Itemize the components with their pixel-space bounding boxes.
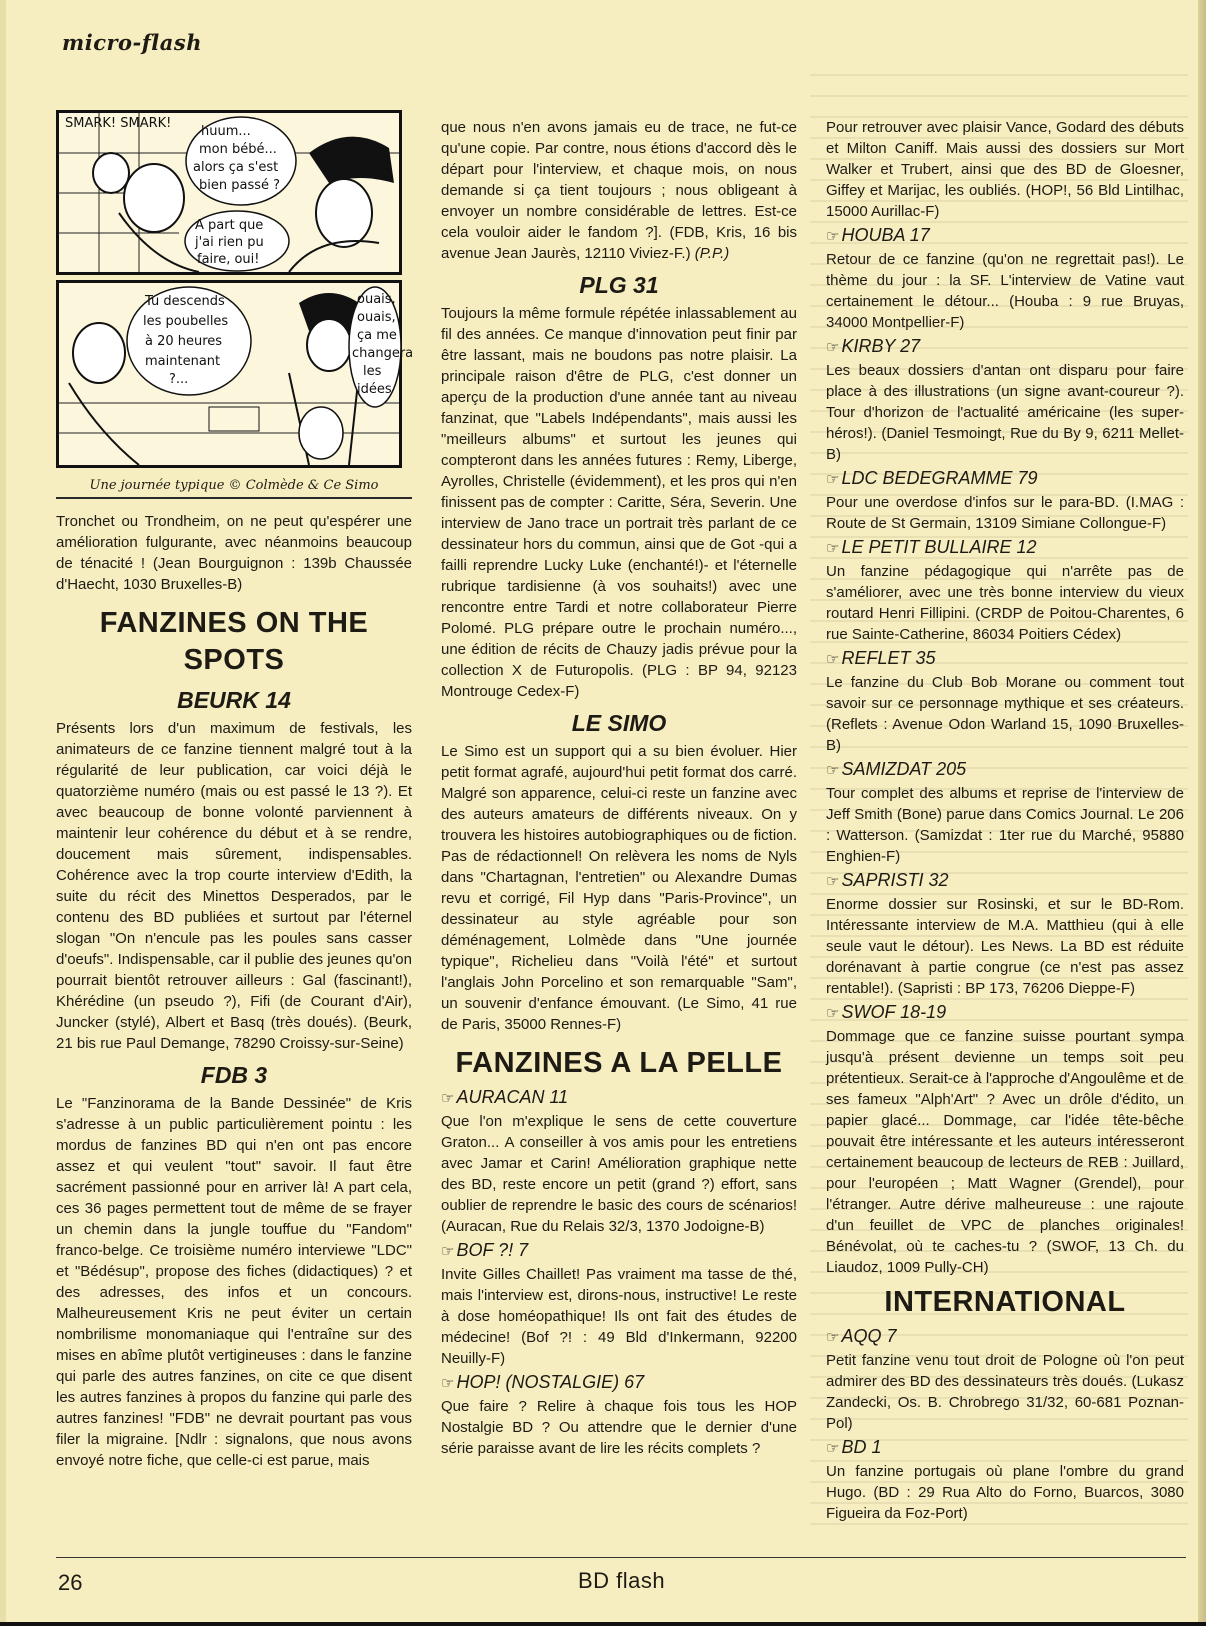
bubble-4-line-5: les xyxy=(363,364,382,379)
pointing-hand-icon: ☞ xyxy=(826,339,840,356)
caption-rule xyxy=(56,497,412,499)
bubble-3-line-2: les poubelles xyxy=(143,314,229,329)
pointing-hand-icon: ☞ xyxy=(826,540,840,557)
page-edge-bottom xyxy=(0,1622,1206,1626)
item-text: Un fanzine pédagogique qui n'arrête pas de s'améliorer, avec une très bonne interview du vieux routard Henri Fillipini. (CRDP de Poitou-Charentes, 6 rue Sainte-Catherine, 86034 Poitiers Cédex) xyxy=(826,563,1184,643)
item-title-text: LE PETIT BULLAIRE 12 xyxy=(841,537,1037,557)
sfx-text: SMARK! SMARK! xyxy=(65,116,172,131)
pointing-hand-icon: ☞ xyxy=(826,1440,840,1457)
comic-drawing-2 xyxy=(59,283,414,465)
item-title-text: LDC BEDEGRAMME 79 xyxy=(841,468,1038,488)
pointing-hand-icon: ☞ xyxy=(826,762,840,779)
section-title-international: INTERNATIONAL xyxy=(884,1286,1126,1318)
item-title xyxy=(826,647,1184,671)
comic-caption: Une journée typique © Colmède & Ce Simo xyxy=(89,478,379,493)
item-title-text: REFLET 35 xyxy=(841,648,936,668)
review-title-fdb: FDB 3 xyxy=(200,1062,268,1088)
bubble-4-line-2: ouais, xyxy=(357,310,396,325)
item-title-text: BOF ?! 7 xyxy=(456,1240,529,1260)
bubble-3-line-4: maintenant xyxy=(145,354,221,369)
item-text: Petit fanzine venu tout droit de Pologne où l'on peut admirer des BD des dessinateurs très doués. (Lukasz Zandecki, Os. B. Chrobrego 31/32, 60-681 Poznan-Pol) xyxy=(826,1352,1184,1432)
intro-paragraph: Tronchet ou Trondheim, on ne peut qu'espérer une amélioration fulgurante, avec néanmoins beaucoup de ténacité ! (Jean Bourguignon : 139b Chaussée d'Haecht, 1030 Bruxelles-B) xyxy=(56,513,412,593)
bubble-4-line-4: changera xyxy=(352,346,414,361)
item-title-text: HOUBA 17 xyxy=(841,225,930,245)
item-title xyxy=(441,1239,797,1263)
bubble-1-line-1: huum... xyxy=(201,124,251,139)
bubble-2-line-1: A part que xyxy=(195,218,264,233)
page-edge-left xyxy=(0,0,6,1626)
pointing-hand-icon: ☞ xyxy=(826,471,840,488)
item-text: Pour une overdose d'infos sur le para-BD. (I.MAG : Route de St Germain, 13109 Simiane Collongue-F) xyxy=(826,494,1184,532)
pointing-hand-icon: ☞ xyxy=(441,1090,455,1107)
item-title xyxy=(826,1325,1184,1349)
item-title xyxy=(441,1086,797,1110)
pointing-hand-icon: ☞ xyxy=(441,1243,455,1260)
item-title xyxy=(826,224,1184,248)
bubble-4-line-1: ouais, xyxy=(357,292,396,307)
pointing-hand-icon: ☞ xyxy=(441,1375,455,1392)
bubble-3-line-5: ?... xyxy=(169,372,189,387)
bubble-1-line-3: alors ça s'est xyxy=(193,160,279,175)
review-title-simo: LE SIMO xyxy=(571,710,667,736)
item-title-text: SWOF 18-19 xyxy=(841,1002,947,1022)
item-title xyxy=(826,1001,1184,1025)
item-text: Invite Gilles Chaillet! Pas vraiment ma tasse de thé, mais l'interview est, dirons-nous, instructive! Le reste à dose homéopathique! Ils ont fait des études de médecine! (Bof ?! : 49 Bld d'Inkermann, 92200 Neuilly-F) xyxy=(441,1266,797,1367)
pointing-hand-icon: ☞ xyxy=(826,228,840,245)
item-text: Que l'on m'explique le sens de cette couverture Graton... A conseiller à vos amis pour les entretiens avec Jamar et Carin! Amélioration graphique nette des BD, reste encore un petit (grand ?) effort, sans oublier de reprendre le basic des cours de scénarios! (Auracan, Rue du Relais 32/3, 1370 Jodoigne-B) xyxy=(441,1113,797,1235)
item-text: Enorme dossier sur Rosinski, et sur le BD-Rom. Intéressante interview de M.A. Matthieu (qui à elle seule vaut le détour). Les News. La BD est réduite dorénavant à partie congrue (ce n'est pas assez rentable!). (Sapristi : BP 173, 76206 Dieppe-F) xyxy=(826,896,1184,997)
item-title-text: AQQ 7 xyxy=(841,1326,897,1346)
bubble-1-line-2: mon bébé... xyxy=(199,142,277,157)
page-number: 26 xyxy=(58,1570,83,1595)
review-text-beurk: Présents lors d'un maximum de festivals, les animateurs de ce fanzine tiennent malgré tout à la régularité de leur publication, car voici déjà le quatorzième numéro (mais ou est passé le 13 ?). Et avec beaucoup de bonne volonté parviennent à maintenir leur cohérence du début et à se rendre, doucement mais sûrement, indispensables. Cohérence avec la trop courte interview d'Edith, la suite du récit des Minettos Desperados, par le contenu des BD publiées et surtout par l'éternel slogan "On n'encule pas les poules sans casser d'oeufs". Indispensable, car il publie des jeunes qu'on pourrait bientôt retrouver ailleurs : Gal (fascinant!), Khérédine (un pseudo ?), Fifi (de Courant d'Air), Juncker (stylé), Albert et Basq (très doués). (Beurk, 21 bis rue Paul Demange, 78290 Croissy-sur-Seine) xyxy=(56,720,412,1052)
magazine-name: BD flash xyxy=(578,1568,666,1593)
item-title-text: SAPRISTI 32 xyxy=(841,870,949,890)
item-title-text: HOP! (NOSTALGIE) 67 xyxy=(456,1372,645,1392)
pointing-hand-icon: ☞ xyxy=(826,1005,840,1022)
item-title-text: SAMIZDAT 205 xyxy=(841,759,967,779)
comic-drawing-1 xyxy=(59,113,399,272)
item-title xyxy=(826,536,1184,560)
pointing-hand-icon: ☞ xyxy=(826,1329,840,1346)
item-title xyxy=(826,335,1184,359)
item-text: Retour de ce fanzine (qu'on ne regrettait pas!). Le thème du jour : la SF. L'interview de Vatine vaut certainement le détour... (Houba : 9 rue Bruyas, 34000 Montpellier-F) xyxy=(826,251,1184,331)
item-title-text: BD 1 xyxy=(841,1437,882,1457)
author-initials: (P.P.) xyxy=(694,245,730,262)
item-text: Les beaux dossiers d'antan ont disparu pour faire place à des illustrations (un signe avant-coureur ?). Tour d'horizon de l'actualité américaine (les super-héros!). (Daniel Tesmoingt, Rue du By 9, 6211 Mellet-B) xyxy=(826,362,1184,463)
bubble-4-line-3: ça me xyxy=(357,328,397,343)
comic-strip xyxy=(56,110,414,470)
bubble-1-line-4: bien passé ? xyxy=(199,178,281,193)
item-text: Dommage que ce fanzine suisse pourtant sympa jusqu'à présent devienne un temps soit peu prétentieux. Serait-ce à l'approche d'Angoulême et de ses fameux "Alph'Art" ? Avec un drôle d'édito, un papier glacé... Dommage, car l'idée tête-bêche pouvait être intéressante et les auteurs intéresseront certainement beaucoup de lecteurs de REB : Juillard, pour l'européen ; Matt Wagner (Grendel), pour l'étranger. Autre dérive malheureuse : une rajoute d'un feuillet de VPC de planches originales! Bénévolat, où te caches-tu ? (SWOF, 13 Ch. du Liaudoz, 1009 Pully-CH) xyxy=(826,1028,1184,1276)
section-title-spots: FANZINES ON THE SPOTS xyxy=(99,607,369,676)
bubble-2-line-2: j'ai rien pu xyxy=(195,235,264,250)
review-text-plg: Toujours la même formule répétée inlassablement au fil des années. Ce manque d'innovation peut finir par être lassant, mais ne boudons pas notre plaisir. La principale raison d'être de PLG, c'est donner un aperçu de la production d'une année tant au niveau fanzinat, que "Labels Indépendants", mais aussi les "meilleurs albums" et surtout les jeunes qui compteront dans les années futures : Remy, Liberge, Ayrolles, Christelle (évidemment), et les pros qui n'en finissent pas de compter : Caritte, Séra, Severin. Une interview de Jano trace un portrait très parlant de ce dessinateur hors du commun, ainsi que de Got -qui a failli reprendre Lucky Luke (enchanté!)- et l'éternelle rubrique tardisienne (à vos souhaits!) avec une rencontre entre Tardi et notre collaborateur Pierre Polomé. PLG prépare outre le prochain numéro..., une édition de récits de Chauzy jadis prévue pour la collection X de Futuropolis. (PLG : BP 94, 92123 Montrouge Cedex-F) xyxy=(441,305,797,700)
review-title-plg: PLG 31 xyxy=(579,272,659,298)
review-text-fdb: Le "Fanzinorama de la Bande Dessinée" de Kris s'adresse à un public particulièrement pointu : les mordus de fanzines BD qui n'en ont pas encore assez et qui veulent "tout" savoir. Il faut être sacrément passionné pour en arriver là! A part cela, ces 36 pages permettent tout de même de se frayer un chemin dans la jungle touffue du "Fandom" franco-belge. Ce troisième numéro interviewe "LDC" et "Bédésup", propose des fiches (didactiques) ? et des adresses, des infos et un concours. Malheureusement Kris ne peut éviter un certain nombrilisme monomaniaque qui l'entraîne sur des mises en abîme plutôt vertigineuses : dans le fanzine qui parle des autres fanzines, on cite ce que disent les autres fanzines à propos du fanzine qui parle des autres fanzines! "FDB" ne devrait pourtant pas vous filer la migraine. [Ndlr : signalons, que nous avons envoyé notre fiche, que celle-ci est parue, mais xyxy=(56,1095,412,1469)
footer-rule xyxy=(56,1557,1186,1558)
review-text-hop-continued: Pour retrouver avec plaisir Vance, Godard des débuts et Milton Caniff. Mais aussi des dossiers sur Mort Walker et Trubert, ainsi que des BD de Gloesner, Giffey et Marijac, les oubliés. (HOP!, 56 Bld Lintilhac, 15000 Aurillac-F) xyxy=(826,119,1184,220)
column-1 xyxy=(56,110,412,1471)
item-text: Tour complet des albums et reprise de l'interview de Jeff Smith (Bone) parue dans Comics Journal. Le 206 : Watterson. (Samizdat : 1ter rue du Marché, 95880 Enghien-F) xyxy=(826,785,1184,865)
section-title-pelle: FANZINES A LA PELLE xyxy=(455,1047,783,1079)
pointing-hand-icon: ☞ xyxy=(826,651,840,668)
bubble-3-line-1: Tu descends xyxy=(145,294,225,309)
item-title xyxy=(826,758,1184,782)
item-text: Que faire ? Relire à chaque fois tous les HOP Nostalgie BD ? Ou attendre que le dernier d'une série paraisse avant de lire les récits complets ? xyxy=(441,1398,797,1457)
comic-panel-1 xyxy=(56,110,402,275)
comic-panel-2 xyxy=(56,280,414,468)
pointing-hand-icon: ☞ xyxy=(826,873,840,890)
item-title-text: AURACAN 11 xyxy=(456,1087,569,1107)
section-header: micro-flash xyxy=(62,30,202,55)
bubble-3-line-3: à 20 heures xyxy=(145,334,223,349)
item-text: Un fanzine portugais où plane l'ombre du grand Hugo. (BD : 29 Rua Alto do Forno, Buarcos, 3080 Figueira da Foz-Port) xyxy=(826,1463,1184,1522)
fdb-continued-text: que nous n'en avons jamais eu de trace, ne fut-ce qu'une copie. Par contre, nous étions d'accord dès le départ pour l'interview, et chaque mois, on nous demande si ça tient toujours ; nous obligeant à envoyer un nombre considérable de lettres. Est-ce cela vouloir aider le fandom ?]. (FDB, Kris, 16 bis avenue Jean Jaurès, 12110 Viviez-F.) xyxy=(441,119,797,262)
column-2 xyxy=(441,117,797,1459)
item-title xyxy=(826,467,1184,491)
review-text-simo: Le Simo est un support qui a su bien évoluer. Hier petit format agrafé, aujourd'hui petit format dos carré. Malgré son apparence, celui-ci reste un fanzine avec des auteurs amateurs de différents niveaux. On y trouvera les histoires autobiographiques ou de fiction. Pas de rédactionnel! On relèvera les noms de Nyls dans "Chartagnan, l'entretien" ou Alexandre Dumas revu et corrigé, Fil Hyp dans "Paris-Province", un dessinateur au style agréable pour son déménagement, Lolmède dans "Une journée typique", Richelieu dans "Voilà l'été" et surtout l'anglais John Porcelino et son remarquable "Sam", un souvenir d'enfance émouvant. (Le Simo, 41 rue de Paris, 35000 Rennes-F) xyxy=(441,743,797,1033)
review-text-fdb-continued xyxy=(441,117,797,264)
item-title xyxy=(826,869,1184,893)
item-title-text: KIRBY 27 xyxy=(841,336,921,356)
bubble-4-line-6: idées xyxy=(357,382,392,397)
item-text: Le fanzine du Club Bob Morane ou comment tout savoir sur ce personnage mythique et ses créateurs. (Reflets : Avenue Odon Warland 15, 1090 Bruxelles-B) xyxy=(826,674,1184,754)
bubble-2-line-3: faire, oui! xyxy=(197,252,260,267)
item-title xyxy=(441,1371,797,1395)
item-title xyxy=(826,1436,1184,1460)
review-title-beurk: BEURK 14 xyxy=(177,687,291,713)
column-3 xyxy=(826,117,1184,1524)
page-edge-right xyxy=(1198,0,1206,1626)
